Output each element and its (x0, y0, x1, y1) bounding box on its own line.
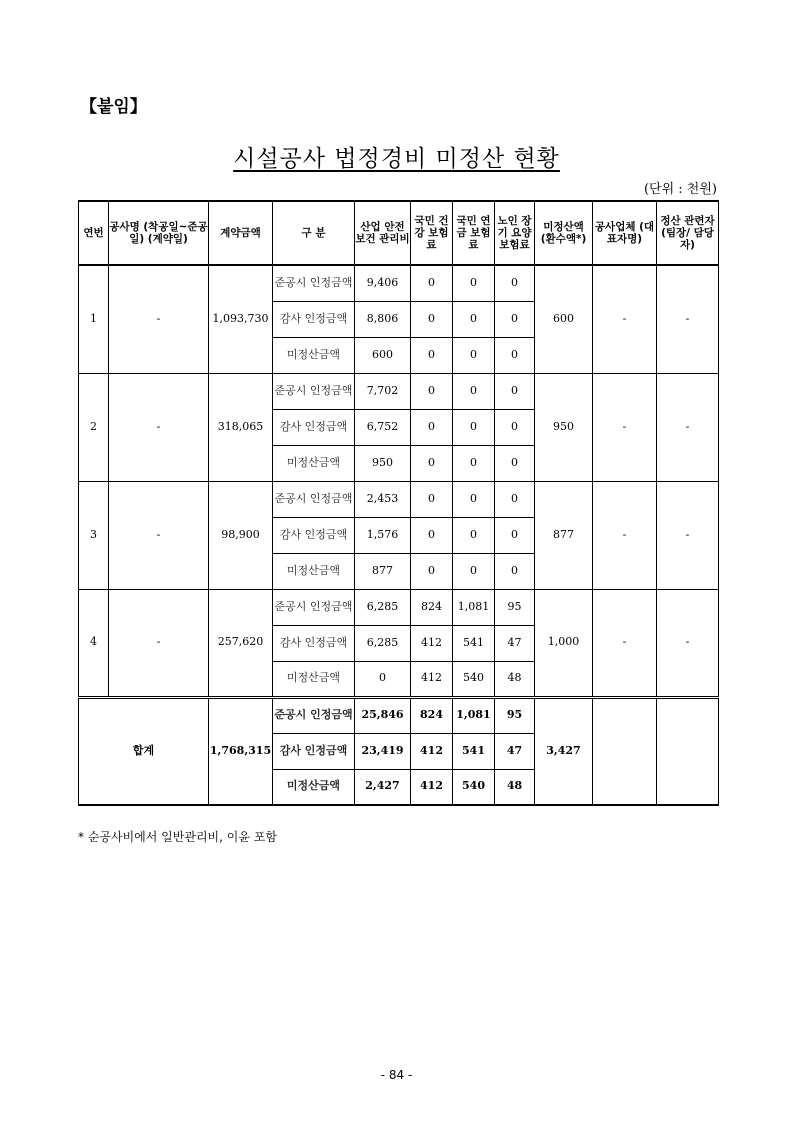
cell-health: 0 (411, 553, 453, 589)
total-pension: 540 (453, 769, 495, 805)
total-care: 48 (495, 769, 535, 805)
cell-care: 47 (495, 625, 535, 661)
cell-division: 감사 인정금액 (273, 517, 355, 553)
cell-division: 준공시 인정금액 (273, 373, 355, 409)
cell-amount: 318,065 (209, 373, 273, 481)
total-care: 47 (495, 733, 535, 769)
header-amount: 계약금액 (209, 201, 273, 265)
cell-pension: 0 (453, 265, 495, 301)
total-division: 준공시 인정금액 (273, 697, 355, 733)
cell-name: - (109, 265, 209, 373)
cell-staff: - (657, 373, 719, 481)
cell-unsettled: 600 (535, 265, 593, 373)
header-health: 국민 건강 보험료 (411, 201, 453, 265)
cell-safety: 8,806 (355, 301, 411, 337)
header-care: 노인 장기 요양 보험료 (495, 201, 535, 265)
cell-unsettled: 877 (535, 481, 593, 589)
cell-pension: 540 (453, 661, 495, 697)
cell-safety: 2,453 (355, 481, 411, 517)
cell-health: 412 (411, 661, 453, 697)
cell-staff: - (657, 265, 719, 373)
cell-pension: 1,081 (453, 589, 495, 625)
header-company: 공사업체 (대표자명) (593, 201, 657, 265)
header-division: 구 분 (273, 201, 355, 265)
cell-pension: 0 (453, 301, 495, 337)
cell-unsettled: 1,000 (535, 589, 593, 697)
cell-health: 0 (411, 445, 453, 481)
total-safety: 2,427 (355, 769, 411, 805)
header-staff: 정산 관련자 (팀장/ 담당자) (657, 201, 719, 265)
header-safety: 산업 안전 보건 관리비 (355, 201, 411, 265)
cell-division: 감사 인정금액 (273, 409, 355, 445)
cell-division: 감사 인정금액 (273, 301, 355, 337)
cell-division: 준공시 인정금액 (273, 481, 355, 517)
cell-care: 0 (495, 373, 535, 409)
cell-care: 0 (495, 445, 535, 481)
total-row (79, 697, 719, 733)
cell-pension: 0 (453, 517, 495, 553)
table-row (79, 589, 719, 625)
cell-safety: 6,752 (355, 409, 411, 445)
cell-name: - (109, 373, 209, 481)
cell-safety: 7,702 (355, 373, 411, 409)
cell-no: 1 (79, 265, 109, 373)
total-division: 미정산금액 (273, 769, 355, 805)
total-division: 감사 인정금액 (273, 733, 355, 769)
cell-health: 0 (411, 301, 453, 337)
cell-pension: 0 (453, 445, 495, 481)
unit-label: (단위 : 천원) (643, 182, 717, 197)
cell-pension: 0 (453, 337, 495, 373)
cell-division: 미정산금액 (273, 661, 355, 697)
cell-safety: 950 (355, 445, 411, 481)
cell-care: 0 (495, 553, 535, 589)
unsettled-expense-table (78, 200, 719, 806)
cell-division: 준공시 인정금액 (273, 589, 355, 625)
page-number: - 84 - (380, 1068, 413, 1082)
cell-health: 0 (411, 409, 453, 445)
footnote: * 순공사비에서 일반관리비, 이윤 포함 (78, 830, 277, 844)
cell-safety: 6,285 (355, 589, 411, 625)
attachment-label: 【붙임】 (80, 97, 147, 117)
cell-health: 0 (411, 373, 453, 409)
total-pension: 1,081 (453, 697, 495, 733)
cell-staff: - (657, 481, 719, 589)
header-pension: 국민 연금 보험료 (453, 201, 495, 265)
cell-health: 412 (411, 625, 453, 661)
table-row (79, 373, 719, 409)
total-health: 824 (411, 697, 453, 733)
cell-company: - (593, 589, 657, 697)
cell-division: 준공시 인정금액 (273, 265, 355, 301)
cell-amount: 98,900 (209, 481, 273, 589)
total-health: 412 (411, 769, 453, 805)
cell-safety: 877 (355, 553, 411, 589)
table-row (79, 265, 719, 301)
total-staff (657, 697, 719, 805)
cell-no: 2 (79, 373, 109, 481)
cell-safety: 6,285 (355, 625, 411, 661)
header-name: 공사명 (착공일~준공일) (계약일) (109, 201, 209, 265)
cell-company: - (593, 373, 657, 481)
cell-pension: 541 (453, 625, 495, 661)
cell-amount: 257,620 (209, 589, 273, 697)
page-title-text: 시설공사 법정경비 미정산 현황 (233, 146, 560, 172)
cell-safety: 600 (355, 337, 411, 373)
cell-division: 미정산금액 (273, 337, 355, 373)
total-care: 95 (495, 697, 535, 733)
cell-division: 미정산금액 (273, 445, 355, 481)
cell-health: 0 (411, 265, 453, 301)
cell-company: - (593, 481, 657, 589)
cell-staff: - (657, 589, 719, 697)
cell-care: 0 (495, 481, 535, 517)
cell-care: 95 (495, 589, 535, 625)
cell-health: 0 (411, 337, 453, 373)
header-no: 연번 (79, 201, 109, 265)
total-label: 합계 (79, 697, 209, 805)
cell-health: 0 (411, 517, 453, 553)
cell-safety: 0 (355, 661, 411, 697)
cell-care: 0 (495, 265, 535, 301)
cell-no: 4 (79, 589, 109, 697)
header-unsettled: 미정산액 (환수액*) (535, 201, 593, 265)
cell-name: - (109, 589, 209, 697)
cell-pension: 0 (453, 409, 495, 445)
cell-care: 0 (495, 337, 535, 373)
total-health: 412 (411, 733, 453, 769)
header-row (79, 201, 719, 265)
cell-health: 824 (411, 589, 453, 625)
cell-care: 0 (495, 517, 535, 553)
cell-amount: 1,093,730 (209, 265, 273, 373)
cell-pension: 0 (453, 553, 495, 589)
total-company (593, 697, 657, 805)
cell-care: 0 (495, 301, 535, 337)
cell-unsettled: 950 (535, 373, 593, 481)
cell-no: 3 (79, 481, 109, 589)
table-row (79, 481, 719, 517)
cell-pension: 0 (453, 481, 495, 517)
cell-health: 0 (411, 481, 453, 517)
cell-safety: 1,576 (355, 517, 411, 553)
total-unsettled: 3,427 (535, 697, 593, 805)
total-amount: 1,768,315 (209, 697, 273, 805)
page-title (0, 140, 793, 173)
cell-pension: 0 (453, 373, 495, 409)
total-safety: 25,846 (355, 697, 411, 733)
cell-care: 0 (495, 409, 535, 445)
total-safety: 23,419 (355, 733, 411, 769)
cell-care: 48 (495, 661, 535, 697)
cell-division: 미정산금액 (273, 553, 355, 589)
cell-safety: 9,406 (355, 265, 411, 301)
total-pension: 541 (453, 733, 495, 769)
cell-division: 감사 인정금액 (273, 625, 355, 661)
cell-company: - (593, 265, 657, 373)
cell-name: - (109, 481, 209, 589)
